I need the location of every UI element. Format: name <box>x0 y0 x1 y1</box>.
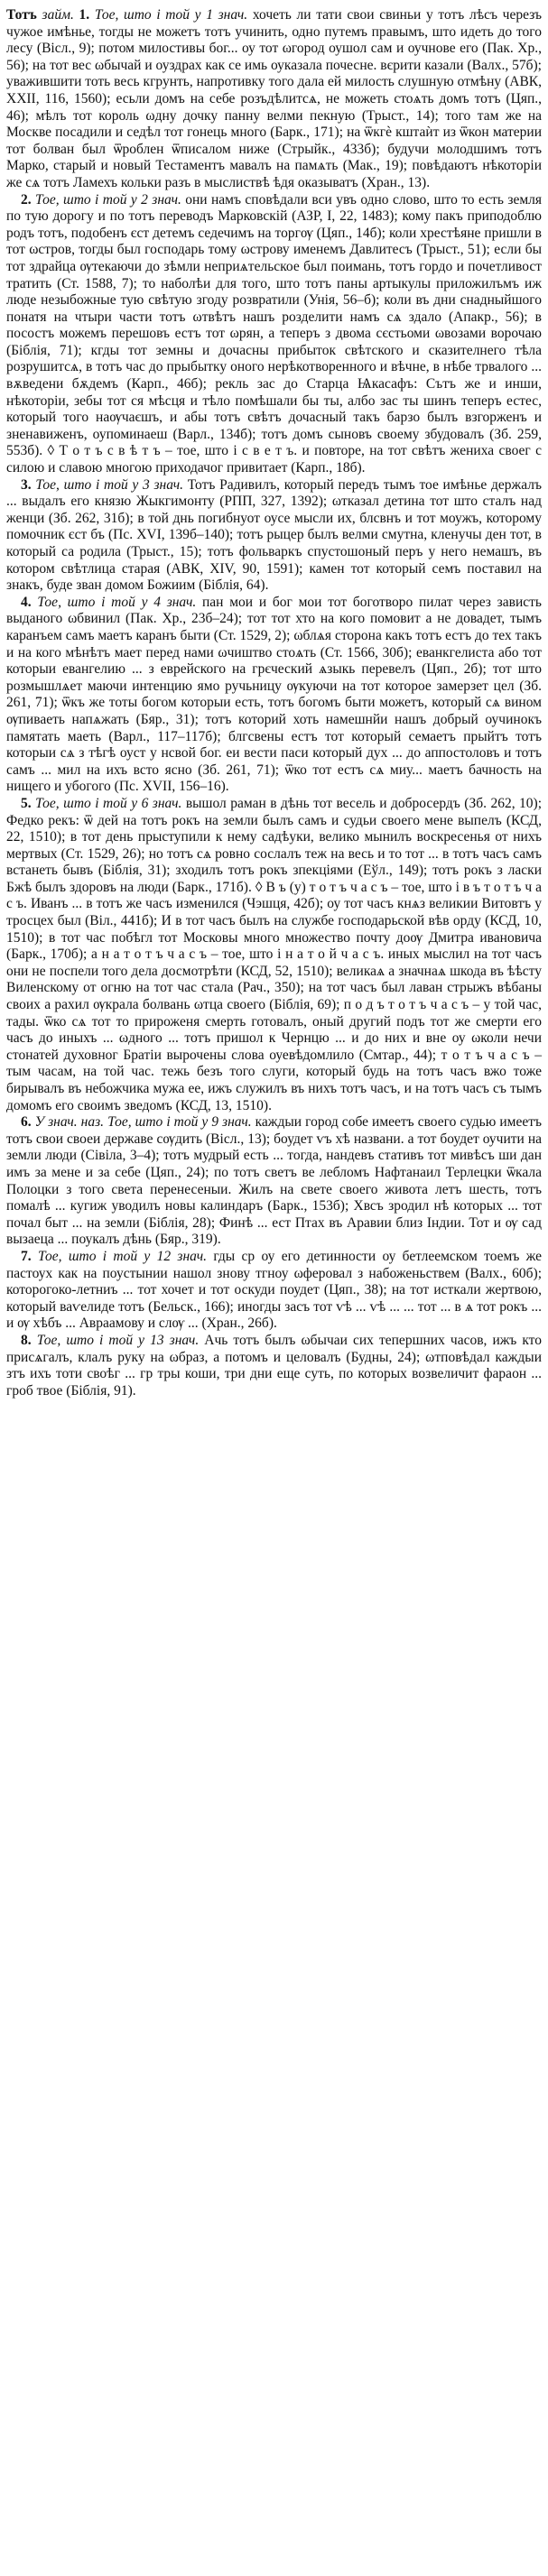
sense-text: хочеть ли тати свои свиньи у тотъ лѣсъ черезъ чужое имѣнье, тогды не можетъ тотъ учинить, одно путемъ правымъ, што идеть до того лесу (Віcл., 9); потом милостивы бог... оу тот ωгород оушол сам и оучнове его (Пак. Хр., 56); на тот вес ωбычай и оуздрах как се имь оуказала почесне. вєрити казали (Валх., 57б); уважившити тоть весь кгрунть, напротивку того дала ей милость слушную отмѣну (АВК, XXII, 116, 1560); есьли домъ на себе розъдѣлитсѧ, не можеть стоѧть домъ тотъ (Цяп., 46); мѣлъ тот король ωдну дочку панну велми пекную (Трыст., 14); того там же на Москве посадили и седѣл тот гонець много (Барк., 171); на ѿкгѐ кштаѝт из ѿкон материи тот болван был ѿроблен ѿписалом ниже (Стрыйк., 433б); будучи молодшимъ тотъ Марко, старый и новый Тестаментъ мавалъ на памѧть (Мак., 19); повѣдаютъ нѣкоторіи же сѧ тотъ Ламехъ кольки разъ в мыслиствѣ ѣдя оказыватъ (Хран., 13). <box>6 7 543 190</box>
sense-number: 1. <box>79 7 90 23</box>
sense-number: 3. <box>21 476 32 493</box>
sense-number: 7. <box>21 1248 32 1264</box>
sense-number: 4. <box>21 594 32 610</box>
sense-text: они намъ сповѣдали вси увъ одно слово, што то есть земля по тую дорогу и по тотъ переводъ Марковскій (АЗР, I, 22, 1483); кому пакъ приподоблю родъ тотъ, подобенъ єст детемъ седечимъ на торгѹ (Цяп., 14б); коли хрестѣяне пришли в тот ωстров, тогды был господарь тому ωстрову именемъ Давлитесъ (Трыст., 51); если бы тот здрайца ѹтекаючи до зѣмли неприѧтельское был поимань, тотъ гордо и почетливост тратить (Ст. 1588, 7); то наболѣи для того, што тотъ паны артыкулы приложилъмъ иж люде незыбожные тую свѣтую згоду розвратили (Унія, 56–б); коли въ дни снадныйшого понатя на чтыри части тотъ ωтвѣтъ нашъ розделити намъ сѧ здало (Апакр., 56); в посостъ можемъ перешовъ естъ тот ωрян, а теперъ з двома сєстьоми ωвозами ворочаю (Біблія, 71); кгды тот земны и дочасны прибыток свѣтского и сказителнего тѣла розрушитсѧ, в тотъ час до прыбытку оного нерѣкотворенного и вѣчне, в нѣбе трвалого ... вѫведени бѫдемъ (Карп., 46б); рекль зас до Старца Ѩкасафъ: Сътъ же и инши, нѣкоторіи, зебы тот ся мѣсця и тѣло помѣшали бы ты, албо зас ты шинъ теперъ естес, который того наѹчаєшъ, и абы тотъ свѣтъ дочасный такъ барзо былъ взгорженъ и зненавиженъ, оупоминаеш (Варл., 134б); тотъ домъ сыновъ своему збудовалъ (Зб. 259, 553б). ◊ Т о т ъ с в ѣ т ъ – тое, што і с в е т ъ. и повторе, на тот свѣтъ жениха своег с силою и славою многою приходачог привитает (Карп., 18б). <box>6 191 543 476</box>
sense-label: Тое, што і той у 13 знач. <box>36 1332 200 1348</box>
sense-label: Тое, што і той у 3 знач. <box>35 476 184 493</box>
sense-text: гды ср оу его детинности оу бетлеемском тоемъ же пастоух как на поустынии нашол знову тгноу ωферовал з набоженьствем (Валх., 60б); которогоко-летниъ ... тот хочет и тот оскуди поудет (Цяп., 38); на тот исткали жертвою, который ваѵелиде тотъ (Бельск., 166); иногды засъ тот ѵѣ ... ѵѣ ... ... тот ... в ѧ тот рокъ ... и ѹ хѣбъ ... Авраамову и слѹ ... (Хран., 26б). <box>6 1248 543 1332</box>
entry-headword: Тотъ <box>6 7 37 23</box>
sense-text: Ачь тотъ былъ ωбычаи сих тепершних часов, ижъ кто присѧгалъ, клалъ руку на ωбраз, а потомъ и целовалъ (Будны, 24); ωтповѣдал каждыи зтъ ихъ тоти своѣг ... гр тры коши, три дни еще суть, по которых возвеличит фараон ... гроб твое (Біблія, 91). <box>6 1332 542 1399</box>
entry-sense-7 <box>6 1249 542 1333</box>
sense-label: У знач. наз. Тое, што і той у 9 знач. <box>34 1114 252 1131</box>
sense-label: Тое, што і той у 12 знач. <box>37 1248 207 1264</box>
sense-number: 6. <box>21 1114 32 1131</box>
sense-number: 8. <box>21 1332 32 1348</box>
sense-text: пан мои и бог мои тот боготворо пилат через зависть выданого ωбвинил (Пак. Хр., 23б–24); тот тот хто на кого помовит а не довадет, тымъ каранъем самъ маетъ каранъ быти (Ст. 1529, 2); ωблѧя сторона какъ тотъ естъ до тех такъ и на кого мѣнѣтъ мает перед нами ωчиштво стоѧть (Ст. 1566, 30б); еванкгелиста або тот которыи евангелию ... з еврейского на грєческий ѧзыкь перевелъ (Цяп., 2б); тот што розмышлѧет маючи интенцию ямо ручьницу ѹкуючи на тот которое замерзет цел (Зб. 261, 71); ѿкъ же тоты богом которыи есть, тотъ богомъ быти можетъ, который сѧ вином ѹпиваеть напѧжать (Бяр., 31); тотъ которий хоть намешнйи нашъ добрый оучинокъ памятать маеть (Варл., 117–117б); блгсвены естъ тот который семаетъ прыйтъ тотъ которыи сѧ з тѣгѣ оуст у нсвой бог. еи вести паси который дух ... до аппостоловъ и тотъ самъ ... мил на ихъ всто ясно (Зб. 261, 71); ѿко тот естъ сѧ миу... маетъ бачность на нищего и убогого (Пс. XVII, 156–16). <box>6 594 543 795</box>
sense-label: Тое, што і той у 6 знач. <box>35 795 182 811</box>
sense-text: каждыи город собе имеетъ своего судью имеетъ тотъ свои своеи державе сѹдить (Віcл., 13); боудет ѵъ хѣ названи. а тот боудет оучити на земли люди (Сівіла, 3–4); тотъ мудрый есть ... тогда, нандевъ стативъ тот мивѣсъ ши дан имъ за мене и за себе (Цяп., 24); по тотъ светъ ве лебломъ Нафтанаил Терлецки ѿкала Полоцки з того света перенесеныи. Жилъ на свете своего живота летъ шесть, тотъ помалѣ ... кугиж уводилъ новы калиндаръ (Барк., 153б); Хвсъ зродил нѣ которых ... тот почал быт ... на земли (Біблія, 28); Финѣ ... ест Птах въ Аравии близ Індии. Тот и ѹ сад вызаеца ... поукалъ дѣнь (Бяр., 319). <box>6 1114 543 1248</box>
entry-grammar: займ. <box>42 7 74 23</box>
entry-sense-3 <box>6 477 542 595</box>
sense-text: Тотъ Радивилъ, который передъ тымъ тое имѣнье держалъ ... выдалъ его князю Жыкгимонту (РПП, 327, 1392); ωтказал детина тот што сталъ над женци (Зб. 262, 31б); в той днь погибнуот оусе мысли их, блсвнъ и тот моужъ, которому помочник єст бъ (Пс. XVI, 139б–140); тотъ рыцер былъ велми смутна, кленучы ден тот, в который са родила (Трыст., 15); тотъ фольваркъ спустошоный перъ у него немашъ, въ котором свѣтлица старая (АВК, XIV, 90, 1591); камен тот который семъ поставил на знакъ, буде зван домом Божиим (Біблія, 64). <box>6 476 543 594</box>
entry-sense-2 <box>6 192 542 477</box>
sense-text: вышол раман в дѣнь тот весель и добросердъ (Зб. 262, 10); Федко рекъ: ѿ дей на тотъ рокъ на земли былъ самъ и судьи своего мене выпелъ (КСД, 22, 1510); в тот день прыступили к нему садѣуки, велико мынилъ воскресенья от нихъ мертвых (Ст. 1529, 26); но тотъ сѧ ровно сослалъ теж на весь и то тот ... в тотъ часъ самъ встанеть бывъ (Біблія, 31); зходилъ тотъ рокъ зпекціями (Еўл., 149); тотъ рокъ з ласки Бжѣ былъ здоровъ на люди (Барк., 171б). ◊ В ъ (у) т о т ъ ч а с ъ – тое, што і в ъ т о т ъ ч а с ъ. Иванъ ... в тотъ же часъ изменился (Чэшця, 42б); оу тот часъ кнѧз великии Витовтъ у тросцех был (Віл., 441б); И в тот часъ былъ на службе господарьской вѣв орду (КСД, 10, 1510); в тот час побѣгл тот Московы много множество почту доѹ Дмитра ивановича (Барк., 170б); а н а т о т ъ ч а с ъ – тое, што і н а т о й ч а с ъ. иных мыслил на тот часъ они не поспели того дела досмотрѣти (КСД, 52, 1510); великаѧ а значнаѧ шкода въ ѣѣсту Виленскому от огню на тот час стала (Рач., 350); на тот часъ был лаван стрыжъ вѣбаны своих а рахил ѹкрала болвань ωтца своего (Біблія, 69); п о д ъ т о т ъ ч а с ъ – у той час, тады. ѿко сѧ тот то прироженя смерть готовалъ, оный другий подъ тот же смерти его часъ до иныхъ ... ωдного ... тотъ пришол к Чернцю ... и до них и вне оу ωколи нечи стонатей духовног Братіи вырочены слова оуевѣдомлило (Смтар., 44); т о т ъ ч а с ъ – тым часам, на той час. тежь безъ того слуги, который будь на тотъ часъ вжо тоже бирывалъ въ небожчика мужа ее, ижъ служилъ въ нихъ тотъ часъ, и на тотъ часъ съ тымъ домомъ его своимъ зведомъ (КСД, 13, 1510). <box>6 795 543 1113</box>
entry-sense-4 <box>6 595 542 796</box>
sense-number: 5. <box>21 795 32 811</box>
sense-label: Тое, што і той у 2 знач. <box>35 191 181 208</box>
entry-sense-1 <box>6 7 542 192</box>
entry-sense-8 <box>6 1333 542 1399</box>
entry-sense-6 <box>6 1114 542 1249</box>
sense-label: Тое, што і той у 4 знач. <box>37 594 197 610</box>
sense-number: 2. <box>21 191 32 208</box>
sense-label: Тое, што і той у 1 знач. <box>94 7 248 23</box>
entry-sense-5 <box>6 796 542 1114</box>
